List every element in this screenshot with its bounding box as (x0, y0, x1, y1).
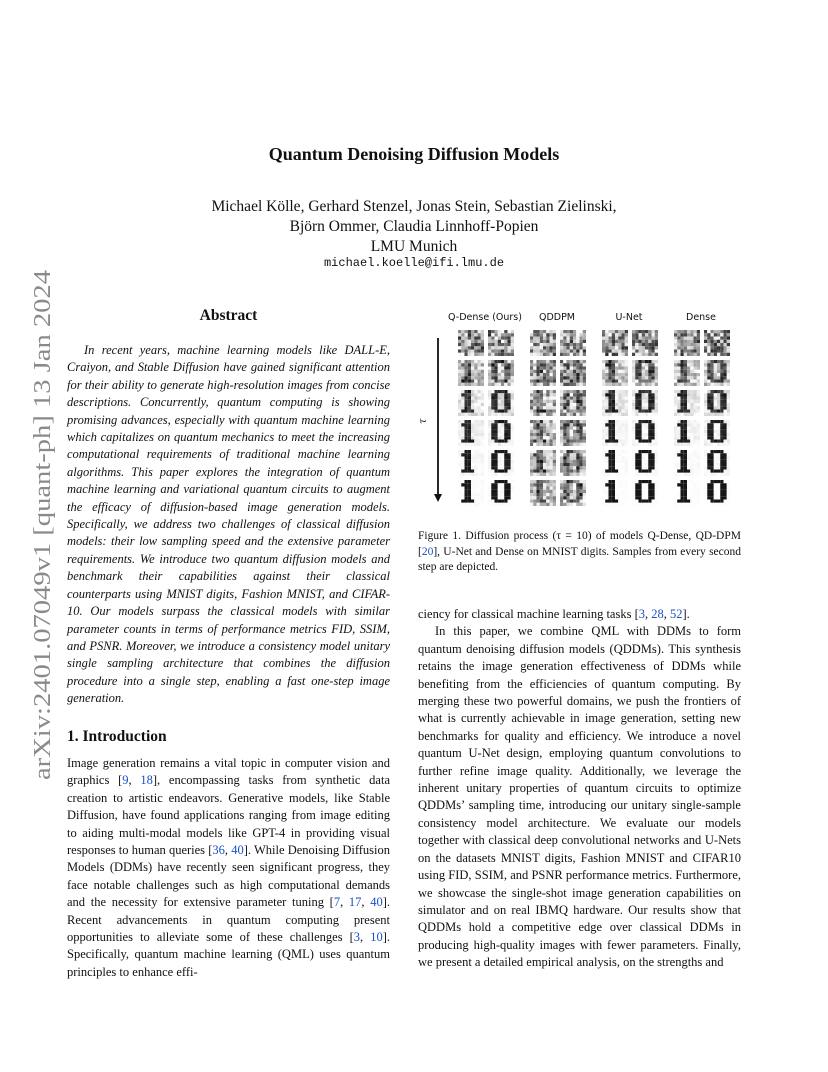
figure-1-caption (418, 529, 741, 576)
author-line-1: Michael Kölle, Gerhard Stenzel, Jonas Stein, Sebastian Zielinski, (211, 198, 617, 215)
figure-column-label: Q-Dense (Ours) (448, 312, 522, 323)
right-column-text (418, 606, 741, 972)
abstract-text: In recent years, machine learning models like DALL-E, Craiyon, and Stable Diffusion have gained significant attention for their ability to generate high-resolution images from concise descriptions. Concurrently, quantum computing is showing promising advances, especially with quantum machine learning which capitalizes on quantum mechanics to meet the increasing computational requirements of traditional machine learning algorithms. This paper explores the integration of quantum machine learning and variational quantum circuits to augment the efficacy of diffusion-based image generation models. Specifically, we address two challenges of classical diffusion models: their low sampling speed and the extensive parameter requirements. We introduce two quantum diffusion models and benchmark their capabilities against their classical counterparts using MNIST digits, Fashion MNIST, and CIFAR-10. Our models surpass the classical models with similar parameter counts in terms of performance metrics FID, SSIM, and PSNR. Moreover, we introduce a consistency model unitary single sampling architecture that combines the diffusion procedure into a single step, enabling a fast one-step image generation. (67, 343, 390, 706)
diffusion-sample (674, 480, 700, 506)
diffusion-sample (602, 450, 628, 476)
intro-text: , (340, 895, 349, 910)
diffusion-sample (488, 390, 514, 416)
diffusion-sample (632, 480, 658, 506)
figure-column-label: Dense (686, 312, 716, 323)
diffusion-sample (602, 330, 628, 356)
intro-text: , (361, 895, 371, 910)
diffusion-sample (674, 330, 700, 356)
citation-link[interactable]: 17 (348, 895, 362, 910)
citation-link[interactable]: 18 (140, 773, 153, 788)
intro-text: ], encompassing tasks from synthetic data creation to artistic endeavors. Generative models, like Stable Diffusion, have found applications ranging from image editing to aiding multi-modal models like GPT-4 in providing visual responses to human queries [ (67, 773, 390, 858)
diffusion-sample (530, 480, 556, 506)
diffusion-sample (458, 420, 484, 446)
diffusion-sample (560, 480, 586, 506)
author-block (0, 197, 828, 257)
intro-text: Image generation remains a vital topic in computer vision and graphics [ (67, 756, 390, 788)
intro-text: , (128, 773, 141, 788)
diffusion-sample (674, 360, 700, 386)
citation-link[interactable]: 52 (670, 607, 683, 621)
diffusion-sample (632, 450, 658, 476)
diffusion-sample (488, 360, 514, 386)
diffusion-sample (458, 360, 484, 386)
diffusion-sample (704, 480, 730, 506)
diffusion-sample (704, 360, 730, 386)
citation-link[interactable]: 7 (333, 895, 341, 910)
intro-text: , (360, 930, 371, 945)
intro-text: ]. Specifically, quantum machine learning (QML) uses quantum principles to enhance effi- (67, 930, 391, 979)
diffusion-sample (674, 420, 700, 446)
diffusion-sample (632, 360, 658, 386)
diffusion-sample (488, 330, 514, 356)
intro-text: ]. Recent advancements in quantum computing present opportunities to alleviate some of these challenges [ (67, 895, 391, 945)
author-email[interactable]: michael.koelle@ifi.lmu.de (323, 256, 505, 270)
diffusion-sample (458, 390, 484, 416)
tau-axis (418, 338, 442, 502)
introduction-paragraph (67, 755, 390, 981)
diffusion-sample (530, 450, 556, 476)
diffusion-sample (530, 330, 556, 356)
tau-axis-label: τ (418, 418, 429, 424)
citation-link[interactable]: 28 (651, 607, 664, 621)
body-text: ]. (682, 607, 690, 621)
diffusion-sample (632, 420, 658, 446)
diffusion-sample (530, 390, 556, 416)
diffusion-sample (560, 450, 586, 476)
figure-column-label: QDDPM (538, 312, 576, 323)
diffusion-sample (704, 390, 730, 416)
diffusion-sample (458, 480, 484, 506)
diffusion-sample (560, 360, 586, 386)
diffusion-sample (560, 390, 586, 416)
diffusion-sample (488, 480, 514, 506)
diffusion-sample (560, 420, 586, 446)
citation-link[interactable]: 3 (353, 930, 361, 945)
diffusion-sample (488, 420, 514, 446)
citation-link[interactable]: 40 (231, 843, 244, 858)
diffusion-sample (632, 390, 658, 416)
caption-text: ], U-Net and Dense on MNIST digits. Samples from every second step are depicted. (418, 545, 741, 574)
diffusion-sample (602, 360, 628, 386)
diffusion-sample (530, 360, 556, 386)
contribution-paragraph: In this paper, we combine QML with DDMs to form quantum denoising diffusion models (QDDMs). This synthesis retains the image generation effectiveness of DDMs while benefiting from the efficiencies of quantum computing. By merging these two powerful domains, we push the frontiers of what is currently achievable in image generation, setting new benchmarks for quality and efficiency. We introduce a novel quantum U-Net design, employing quantum convolutions to further refine image quality. Additionally, we leverage the inherent unitary properties of quantum circuits to optimize QDDMs’ sampling time, introducing our unitary single-sample consistency model architecture. We evaluate our models together with classical deep convolutional networks and U-Nets on the datasets MNIST digits, Fashion MNIST and CIFAR10 using FID, SSIM, and PSNR performance metrics. Furthermore, we showcase the single-shot image generation capabilities on simulator and on real IBMQ hardware. Our results show that QDDMs hold a competitive edge over classical DDMs in producing high-quality images with fewer parameters. Finally, we present a detailed empirical analysis, on the strengths and (418, 624, 741, 970)
abstract-heading: Abstract (199, 307, 258, 324)
diffusion-sample (602, 480, 628, 506)
figure-column-label: U-Net (615, 312, 643, 323)
tau-arrow-icon (434, 494, 442, 502)
diffusion-sample (458, 450, 484, 476)
diffusion-figure (418, 306, 741, 518)
citation-link[interactable]: 40 (370, 895, 383, 910)
diffusion-sample (674, 390, 700, 416)
arxiv-stamp-text: arXiv:2401.07049v1 [quant-ph] 13 Jan 2024 (30, 351, 56, 780)
body-text: , (663, 607, 670, 621)
body-text: ciency for classical machine learning tasks [ (418, 607, 639, 621)
diffusion-sample (458, 330, 484, 356)
citation-link[interactable]: 9 (122, 773, 129, 788)
author-line-2: Björn Ommer, Claudia Linnhoff-Popien (289, 218, 539, 235)
caption-text: Figure 1. Diffusion process (τ = 10) of models Q-Dense, QD-DPM [ (418, 530, 741, 558)
diffusion-sample (704, 330, 730, 356)
citation-link[interactable]: 20 (421, 545, 434, 558)
intro-text: ]. While Denoising Diffusion Models (DDMs) have recently seen significant progress, they face notable challenges such as high computational demands and the necessity for extensive parameter tuning [ (67, 843, 391, 910)
intro-text: , (224, 843, 232, 858)
diffusion-sample (602, 420, 628, 446)
diffusion-sample (674, 450, 700, 476)
citation-link[interactable]: 3 (638, 607, 645, 621)
figure-1 (418, 306, 741, 518)
diffusion-sample (704, 450, 730, 476)
diffusion-sample (602, 390, 628, 416)
diffusion-sample (530, 420, 556, 446)
continuation-paragraph (418, 606, 741, 623)
diffusion-sample (704, 420, 730, 446)
citation-link[interactable]: 36 (212, 843, 225, 858)
diffusion-sample (632, 330, 658, 356)
paper-title: Quantum Denoising Diffusion Models (268, 144, 560, 164)
introduction-heading: 1. Introduction (67, 728, 167, 745)
affiliation: LMU Munich (370, 238, 458, 255)
body-text: , (645, 607, 652, 621)
diffusion-sample (488, 450, 514, 476)
citation-link[interactable]: 10 (370, 930, 383, 945)
arxiv-stamp (22, 260, 62, 780)
diffusion-sample (560, 330, 586, 356)
